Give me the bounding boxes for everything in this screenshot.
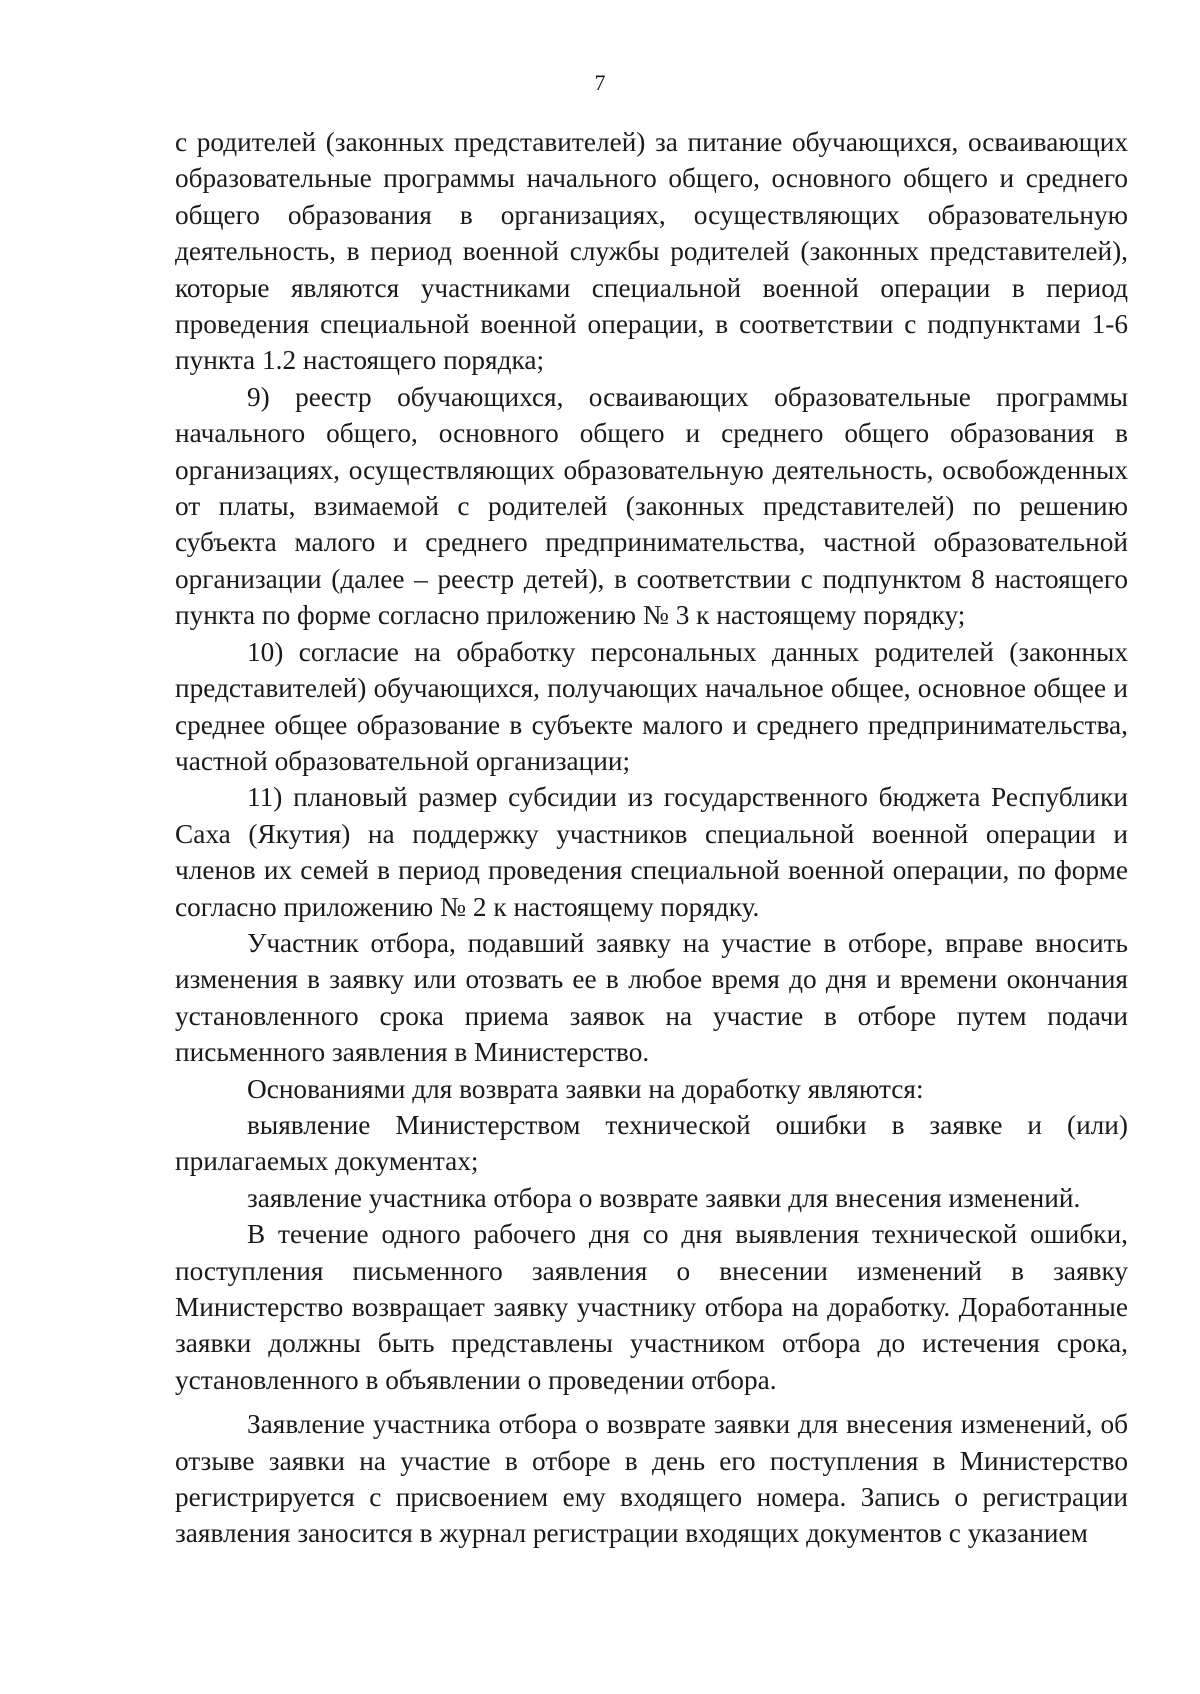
paragraph-participant-statement: заявление участника отбора о возврате заявки для внесения изменений. [247,1182,1081,1213]
paragraph-continuation: с родителей (законных представителей) за питание обучающихся, осваивающих образовательные программы начального общего, основного общего и среднего общего образования в организациях, осуществляющих образовательную деятельность, в период военной службы родителей (законных представителей), которые являются участниками специальной военной операции в период проведения специальной военной операции, в соответствии с подпунктами 1-6 пункта 1.2 настоящего порядка; [175,127,1128,376]
paragraph-item-11: 11) плановый размер субсидии из государственного бюджета Республики Саха (Якутия) на поддержку участников специальной военной операции и членов их семей в период проведения специальной военной операции, по форме согласно приложению № 2 к настоящему порядку. [175,782,1128,922]
paragraph-return-grounds: Основаниями для возврата заявки на доработку являются: [247,1073,924,1104]
paragraph-technical-error: выявление Министерством технической ошибки в заявке и (или) прилагаемых документах; [175,1109,1128,1177]
paragraph-amend-application: Участник отбора, подавший заявку на участие в отборе, вправе вносить изменения в заявку или отозвать ее в любое время до дня и времени окончания установленного срока приема заявок на участие в отборе путем подачи письменного заявления в Министерство. [175,927,1128,1068]
paragraph-item-9: 9) реестр обучающихся, осваивающих образовательные программы начального общего, основного общего и среднего общего образования в организациях, осуществляющих образовательную деятельность, освобожденных от платы, взимаемой с родителей (законных представителей) по решению субъекта малого и среднего предпринимательства, частной образовательной организации (далее – реестр детей), в соответствии с подпунктом 8 настоящего пункта по форме согласно приложению № 3 к настоящему порядку; [175,381,1128,631]
document-body [175,124,1128,1552]
paragraph-return-procedure: В течение одного рабочего дня со дня выявления технической ошибки, поступления письменного заявления о внесении изменений в заявку Министерство возвращает заявку участнику отбора на доработку. Доработанные заявки должны быть представлены участником отбора до истечения срока, установленного в объявлении о проведении отбора. [175,1219,1128,1395]
paragraph-registration: Заявление участника отбора о возврате заявки для внесения изменений, об отзыве заявки на участие в отборе в день его поступления в Министерство регистрируется с присвоением ему входящего номера. Запись о регистрации заявления заносится в журнал регистрации входящих документов с указанием [175,1409,1128,1549]
page-number: 7 [594,70,606,95]
paragraph-item-10: 10) согласие на обработку персональных данных родителей (законных представителей) обучающихся, получающих начальное общее, основное общее и среднее общее образование в субъекте малого и среднего предпринимательства, частной образовательной организации; [175,636,1128,776]
